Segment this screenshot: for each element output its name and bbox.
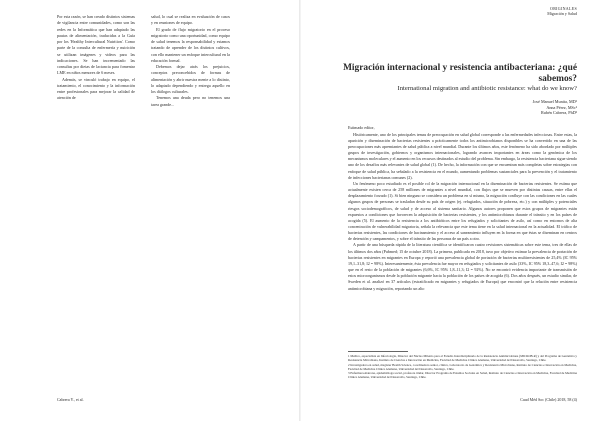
left-column-1 [57, 14, 135, 102]
salutation: Estimado editor, [348, 125, 375, 130]
author: Rubén Cabrera, PhD³ [540, 110, 577, 116]
article-body [348, 125, 577, 292]
footnote-divider [348, 351, 408, 352]
right-page [300, 0, 600, 421]
footnote: 3 Enfermera-matrona, epidemióloga social, profesora titular, Director Programa de Estudios Sociales en Salud, Instituto de Ciencias e Innovación en Medicina, Facultad de Medicina Clínica Alemana, Universidad del Desarrollo, Santiago, Chile. [348, 371, 577, 380]
paragraph: Por esta razón, se han creado distintos sistemas de vigilancia entre comunidades, como son las redes en la Informática que han adaptado las pautas de alimentación, traducidas a la Guía por los 'Healthy Intercultural Nutrition'. Como parte de la consulta de enfermería y nutrición se utilizan imágenes y videos para las indicaciones. Se han incrementado las consultas por dietas de lactancia para fomentar LME en niños menores de 6 meses. [57, 14, 135, 76]
paragraph: Históricamente, uno de los principales temas de preocupación en salud global corresponde a las enfermedades infecciosas. Entre estas, la aparición y diseminación de bacterias resistentes a prácticamente todos los antimicrobianos disponibles se ha convertido en una de las preocupaciones más apremiantes de salud pública a nivel mundial. Durante los últimos años, este fenómeno ha sido abordado por múltiples grupos de investigación, gobiernos y organismos internacionales, logrando avances importantes en áreas como la genómica de los mecanismos moleculares y el aumento en los recursos destinados al estudio del problema. Sin embargo, la resistencia bacteriana sigue siendo uno de los desafíos más relevantes de salud global (1). De hecho, la información con que se encuentran más completas sobre estrategias con enfoque de salud pública, ha señalado a la resistencia en el mundo, aumentando problemas sustanciales para la prevención y el tratamiento de infecciones bacterianas comunes (2). [348, 131, 577, 180]
paragraph: Un fenómeno poco estudiado es el posible rol de la migración internacional en la diseminación de bacterias resistentes. Se estima que actualmente existen cerca de 258 millones de migrantes a nivel mundial, con flujos que se mueven por distintas causas, entre ellas el desplazamiento forzado (1). Si bien ninguno se considera un problema en sí mismo, la migración confluye con las condiciones en las cuales algunos grupos de personas se trasladan desde su país de origen (ej. refugiados, situación de pobreza, etc.) y con múltiples y potenciales riesgos sociodemográficos, de salud y de acceso al sistema sanitario. Algunos autores proponen que estos grupos de migrantes están expuestos a condiciones que favorecen la adquisición de bacterias resistentes, y los antimicrobianos durante el tránsito y en los países de acogida (5). El aumento de la resistencia a los antibióticos entre los refugiados y solicitantes de asilo, así como en entornos de alta concentración de vulnerabilidad migratoria, señala la relevancia que este tema tiene en la salud internacional en la actualidad. El tráfico de bacterias resistentes, las condiciones de hacinamiento y el acceso al saneamiento influyen en la forma en que éstas se diseminan en centros de detención y campamentos, y sobre el tránsito de las personas de un país a otro. [348, 180, 577, 242]
paragraph: Debemos dejar atrás los prejuicios, conceptos preconcebidos de formas de alimentación y abrir nuestra mente a lo distinto, lo adaptado dependiendo y entrega aquello en los diálogos culturales. [151, 64, 230, 94]
section-label-primary: ORIGINALES [550, 6, 577, 11]
footnotes [348, 354, 577, 380]
author-list [533, 99, 577, 116]
right-page-footer: Cuad Méd Soc (Chile) 2018, 58 (4) [520, 397, 577, 402]
section-label-secondary: Migración y Salud [547, 11, 577, 16]
paragraph: El grado de flujo migratorio en el proceso migratorio como una oportunidad, como equipo de salud tenemos la responsabilidad y estamos tratando de aprender de los distintos cultivos, con ello mantener un enfoque intercultural en la educación formal. [151, 26, 230, 63]
paragraph: A partir de una búsqueda rápida de la literatura científica se identificaron cuatro revisiones sistemáticas sobre este tema, tres de ellas de los últimos dos años (Pubmed; 15 de octubre 2018). La primera, publicada en 2018, tuvo por objetivo estimar la prevalencia de portación de bacterias resistentes en migrantes en Europa y reportó una prevalencia global de portación de bacterias multirresistentes de 25,4% (IC 95% 19,1–31,8; I2 = 98%). Interesantemente, ésta prevalencia fue mayor en refugiados y solicitantes de asilo (33%, IC 95% 18,3–47,6; I2 = 98%) que en el resto de la población de migrantes (6,6%, IC 95% 1,8–11,3; I2 = 92%). No se encontró evidencia importante de transmisión de estos microorganismos desde la población migrante hacia la población de los países de acogida (6). Dos años después, un estudio similar, de Sweden et al. analizó en 37 artículos (estratificado en migrantes y refugiados de Europa) que encontró que la relación entre resistencia antimicrobiana y migración, reportando un alto [348, 242, 577, 291]
author: José Manuel Munita, MD¹ [532, 99, 577, 104]
article-title: Migración internacional y resistencia antibacteriana: ¿qué sabemos? [343, 63, 577, 84]
left-page-footer: Cabrera Y., et al. [57, 397, 84, 402]
paragraph: Tenemos una deuda pero no tenemos una tarea grande... [151, 95, 230, 107]
footnote: 1 Médico, especialista en Infectología, Director del Núcleo Milenio para el Estudio Interdisciplinario de la Resistencia Antimicrobiana (MICROB-R) y del Programa de Genómica y Resistencia Microbiana, Instituto de Ciencias e Innovación en Medicina, Facultad de Medicina Clínica Alemana, Universidad del Desarrollo, Santiago, Chile. [348, 354, 577, 363]
left-column-2 [151, 14, 230, 108]
footnote: 2 Investigadora en salud, magíster Health Science, coordinadora senior, clínica, Laboratorio de Genómica y Resistencia Microbiana, Instituto de Ciencias e Innovación en Medicina, Facultad de Medicina Clínica Alemana, Universidad del Desarrollo, Santiago, Chile. [348, 362, 577, 371]
article-title-english: International migration and antibiotic resistance: what do we know? [397, 85, 577, 92]
paragraph: salud, lo cual se realiza en evaluación de casos y en reuniones de equipo. [151, 14, 230, 26]
paragraph: Además, se vinculó trabajo en equipo, el tratamiento, el conocimiento y la información entre profesionales para mejorar la calidad de atención de [57, 76, 135, 101]
section-label [547, 6, 577, 16]
author: Anna Pérez, MSc² [546, 104, 577, 110]
